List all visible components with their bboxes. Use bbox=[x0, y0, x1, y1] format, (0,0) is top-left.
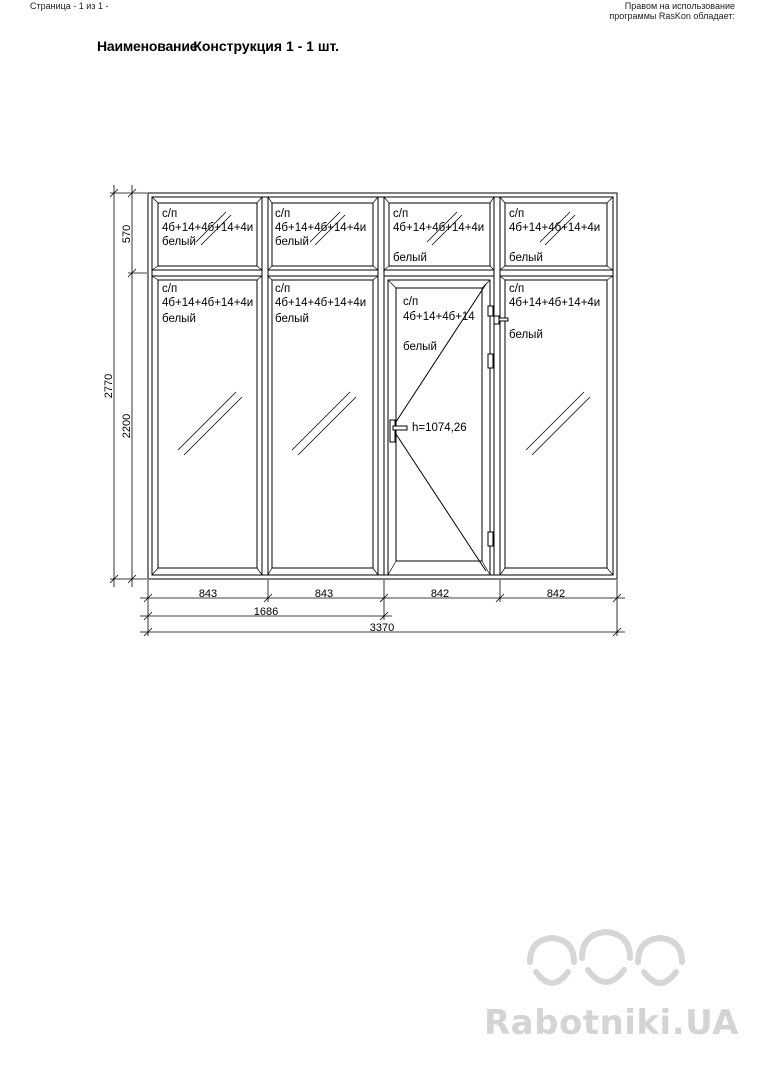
top-3-glass: 4б+14+4б+14+4и bbox=[393, 222, 485, 234]
main-2-type: с/п bbox=[275, 283, 291, 295]
top-2-glass: 4б+14+4б+14+4и bbox=[275, 222, 367, 234]
top-1-color: белый bbox=[162, 236, 196, 248]
door-handle-lever bbox=[393, 426, 407, 430]
main-2-glass: 4б+14+4б+14+4и bbox=[275, 297, 367, 309]
door-type: с/п bbox=[403, 296, 419, 308]
transom-2 bbox=[268, 270, 378, 276]
hinge-top bbox=[488, 306, 493, 316]
mullion-2 bbox=[378, 197, 384, 575]
watermark: Rabotniki.UA bbox=[484, 1003, 739, 1043]
hinge-top-2 bbox=[494, 316, 499, 324]
main-pane-4 bbox=[505, 280, 607, 568]
mullion-3 bbox=[494, 197, 500, 575]
dim-segment-1: 843 bbox=[198, 588, 218, 600]
dim-total-height: 2770 bbox=[103, 373, 115, 399]
dim-segment-4: 842 bbox=[546, 588, 566, 600]
transom-4 bbox=[500, 270, 613, 276]
top-3-type: с/п bbox=[393, 208, 409, 220]
title-label: Наименование bbox=[97, 38, 198, 54]
top-2-type: с/п bbox=[275, 208, 291, 220]
dim-sub-total: 1686 bbox=[253, 606, 279, 618]
main-4-color: белый bbox=[509, 329, 543, 341]
main-2-color: белый bbox=[275, 313, 309, 325]
hinge-mid bbox=[488, 354, 493, 368]
copyright-line-2: программы RasKon обладает: bbox=[609, 11, 735, 21]
outer-frame bbox=[148, 193, 617, 579]
dim-main-height: 2200 bbox=[121, 413, 133, 439]
main-4-type: с/п bbox=[509, 283, 525, 295]
dim-segment-2: 843 bbox=[314, 588, 334, 600]
top-1-glass: 4б+14+4б+14+4и bbox=[162, 222, 254, 234]
page-counter: Страница - 1 из 1 - bbox=[30, 1, 109, 11]
top-4-color: белый bbox=[509, 252, 543, 264]
hinge-small bbox=[499, 318, 508, 321]
top-1-type: с/п bbox=[162, 208, 178, 220]
dim-top-height: 570 bbox=[121, 224, 133, 244]
main-1-type: с/п bbox=[162, 283, 178, 295]
door-glass-spec: 4б+14+4б+14 bbox=[403, 311, 475, 323]
main-4-glass: 4б+14+4б+14+4и bbox=[509, 297, 601, 309]
main-1-glass: 4б+14+4б+14+4и bbox=[162, 297, 254, 309]
outer-frame-inner bbox=[152, 197, 613, 575]
transom-1 bbox=[152, 270, 262, 276]
copyright-line-1: Правом на использование bbox=[624, 1, 735, 11]
mullion-1 bbox=[262, 197, 268, 575]
top-4-type: с/п bbox=[509, 208, 525, 220]
transom-3 bbox=[384, 270, 494, 276]
dim-total-width: 3370 bbox=[369, 622, 395, 634]
main-1-color: белый bbox=[162, 313, 196, 325]
dim-segment-3: 842 bbox=[430, 588, 450, 600]
top-4-glass: 4б+14+4б+14+4и bbox=[509, 222, 601, 234]
door-handle-height: h=1074,26 bbox=[412, 422, 467, 434]
top-3-color: белый bbox=[393, 252, 427, 264]
door-handle-plate bbox=[390, 420, 395, 442]
watermark-workers-icon bbox=[522, 928, 692, 1000]
hinge-bottom bbox=[488, 532, 493, 546]
door-opening-line-2 bbox=[392, 428, 486, 571]
door-color: белый bbox=[403, 341, 437, 353]
top-2-color: белый bbox=[275, 236, 309, 248]
title-value: Конструкция 1 - 1 шт. bbox=[193, 38, 340, 54]
